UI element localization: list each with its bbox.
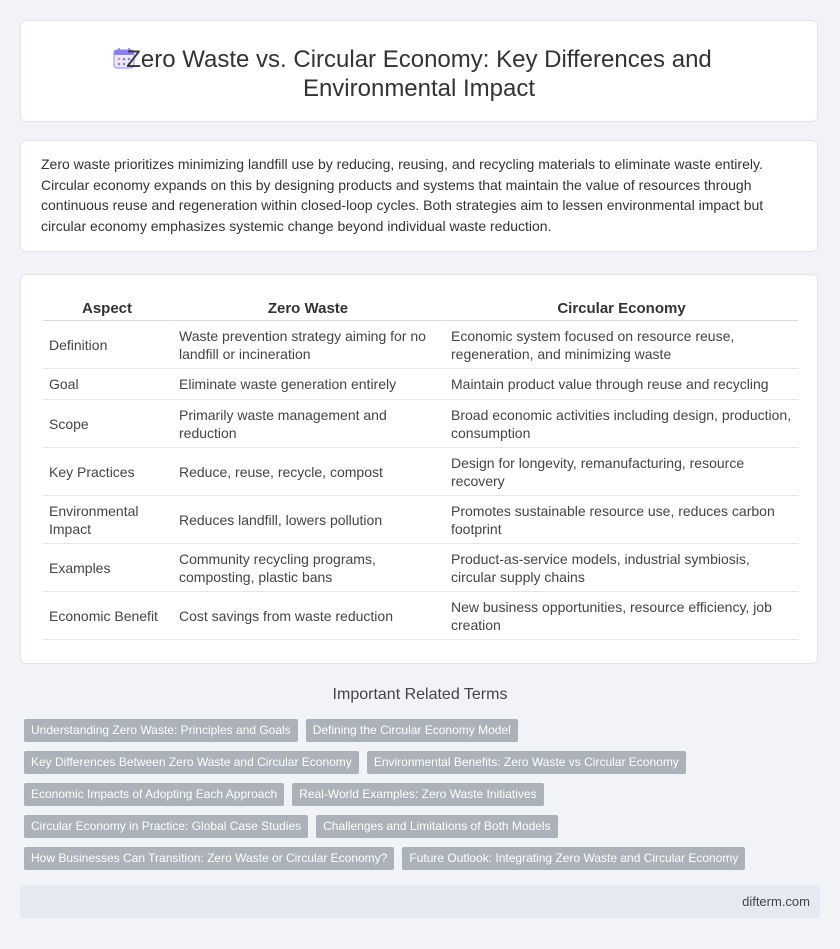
table-row (43, 544, 798, 592)
cell-aspect: Environmental Impact (43, 496, 173, 544)
table-row (43, 448, 798, 496)
tag-row (24, 783, 814, 806)
cell-zero-waste: Eliminate waste generation entirely (173, 369, 445, 400)
header-zero-waste: Zero Waste (173, 295, 445, 321)
cell-aspect: Key Practices (43, 448, 173, 496)
cell-aspect: Economic Benefit (43, 592, 173, 640)
cell-circular-economy: Product-as-service models, industrial symbiosis, circular supply chains (445, 544, 798, 592)
cell-aspect: Scope (43, 400, 173, 448)
intro-card (20, 140, 818, 252)
related-terms-list (24, 719, 814, 879)
cell-circular-economy: Promotes sustainable resource use, reduces carbon footprint (445, 496, 798, 544)
tag-row (24, 847, 814, 870)
cell-zero-waste: Reduces landfill, lowers pollution (173, 496, 445, 544)
table-row (43, 496, 798, 544)
related-term-link[interactable]: Future Outlook: Integrating Zero Waste and Circular Economy (402, 847, 745, 870)
cell-zero-waste: Community recycling programs, composting, plastic bans (173, 544, 445, 592)
comparison-table (43, 295, 798, 640)
footer-site-link[interactable]: difterm.com (742, 894, 810, 909)
cell-circular-economy: Design for longevity, remanufacturing, resource recovery (445, 448, 798, 496)
related-term-link[interactable]: Environmental Benefits: Zero Waste vs Circular Economy (367, 751, 686, 774)
related-term-link[interactable]: Economic Impacts of Adopting Each Approach (24, 783, 284, 806)
cell-zero-waste: Cost savings from waste reduction (173, 592, 445, 640)
footer (20, 885, 820, 918)
related-term-link[interactable]: Circular Economy in Practice: Global Case Studies (24, 815, 308, 838)
tag-row (24, 815, 814, 838)
table-row (43, 321, 798, 369)
cell-aspect: Examples (43, 544, 173, 592)
comparison-table-card (20, 274, 818, 664)
tag-row (24, 719, 814, 742)
cell-circular-economy: Broad economic activities including design, production, consumption (445, 400, 798, 448)
cell-circular-economy: New business opportunities, resource efficiency, job creation (445, 592, 798, 640)
related-term-link[interactable]: Understanding Zero Waste: Principles and Goals (24, 719, 298, 742)
cell-zero-waste: Reduce, reuse, recycle, compost (173, 448, 445, 496)
table-header-row (43, 295, 798, 321)
header-aspect: Aspect (43, 295, 173, 321)
table-row (43, 400, 798, 448)
related-term-link[interactable]: Key Differences Between Zero Waste and Circular Economy (24, 751, 359, 774)
cell-aspect: Goal (43, 369, 173, 400)
related-term-link[interactable]: Defining the Circular Economy Model (306, 719, 518, 742)
cell-zero-waste: Waste prevention strategy aiming for no landfill or incineration (173, 321, 445, 369)
cell-aspect: Definition (43, 321, 173, 369)
cell-circular-economy: Maintain product value through reuse and recycling (445, 369, 798, 400)
cell-circular-economy: Economic system focused on resource reuse, regeneration, and minimizing waste (445, 321, 798, 369)
page-title: Zero Waste vs. Circular Economy: Key Differences and Environmental Impact (126, 46, 712, 102)
related-term-link[interactable]: How Businesses Can Transition: Zero Waste or Circular Economy? (24, 847, 394, 870)
header-card (20, 20, 818, 122)
intro-paragraph: Zero waste prioritizes minimizing landfill use by reducing, reusing, and recycling materials to eliminate waste entirely. Circular economy expands on this by designing products and systems that maintain the value of resources through continuous reuse and regeneration within closed-loop cycles. Both strategies aim to lessen environmental impact but circular economy emphasizes systemic change beyond individual waste reduction. (41, 156, 764, 234)
tag-row (24, 751, 814, 774)
related-terms-title: Important Related Terms (332, 686, 508, 703)
table-row (43, 592, 798, 640)
table-row (43, 369, 798, 400)
header-circular-economy: Circular Economy (445, 295, 798, 321)
related-term-link[interactable]: Challenges and Limitations of Both Models (316, 815, 557, 838)
cell-zero-waste: Primarily waste management and reduction (173, 400, 445, 448)
related-term-link[interactable]: Real-World Examples: Zero Waste Initiatives (292, 783, 543, 806)
